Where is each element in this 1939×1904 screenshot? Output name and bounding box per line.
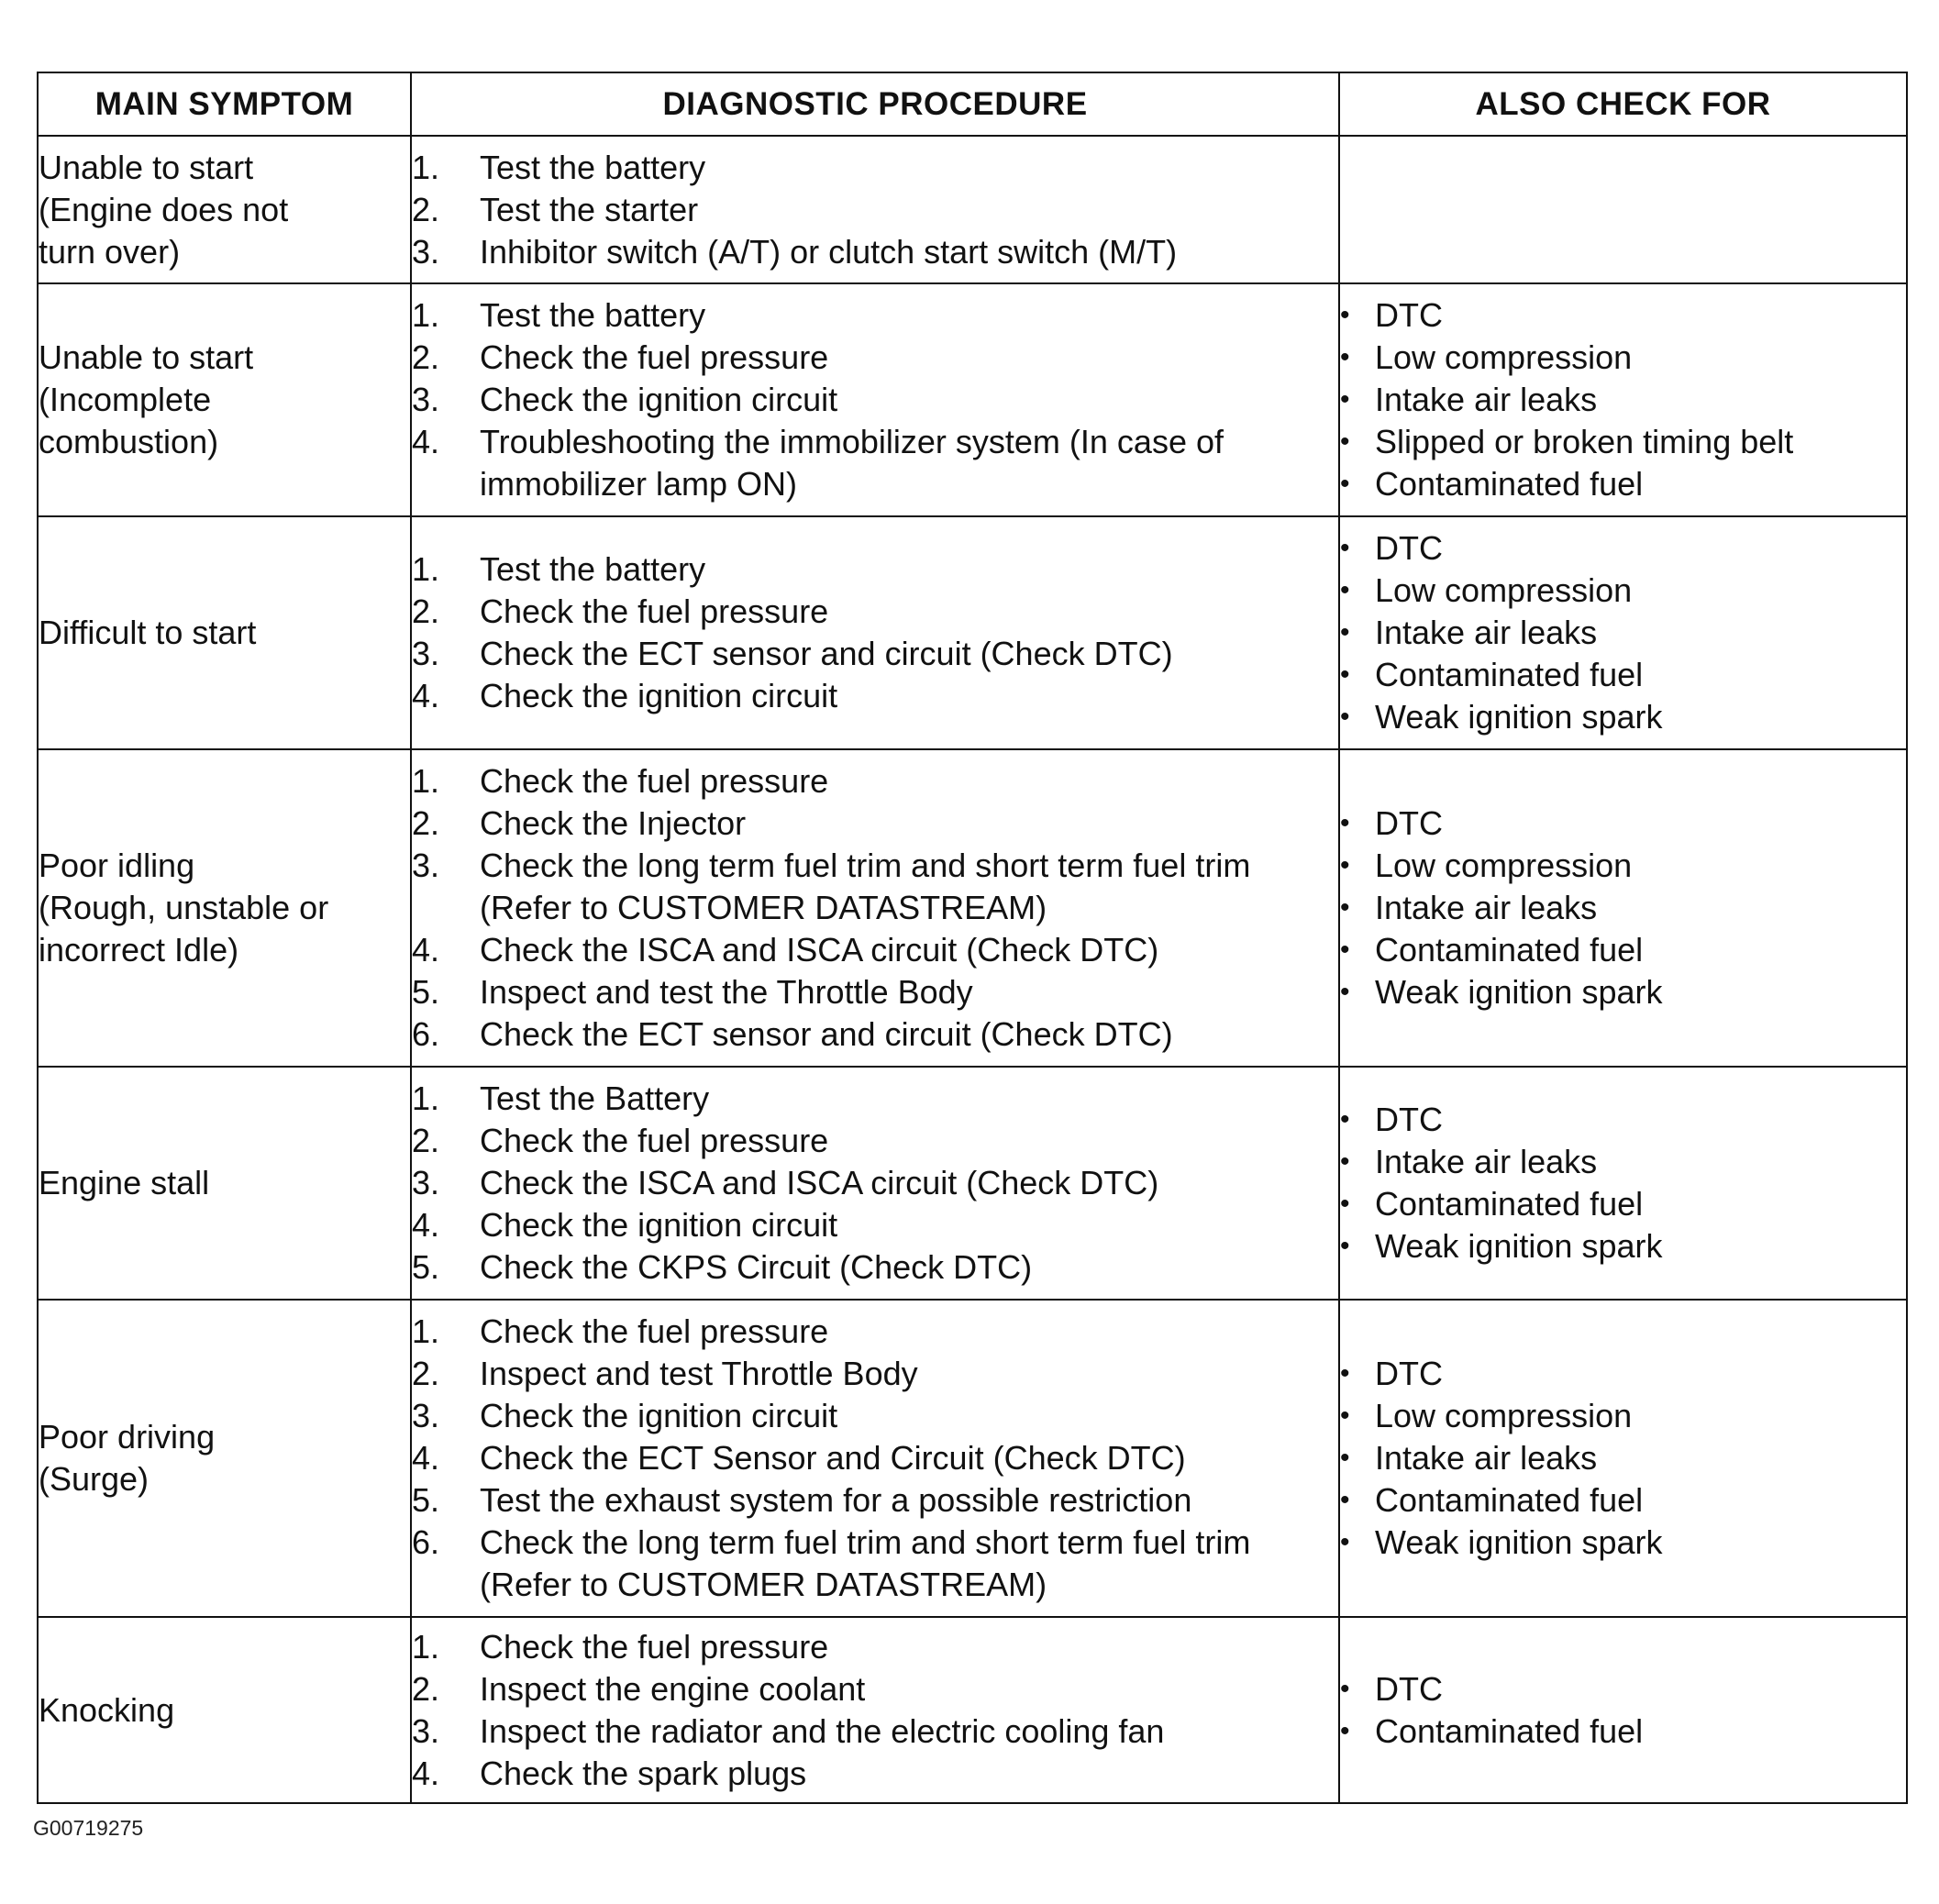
step-text: Check the CKPS Circuit (Check DTC) [480,1248,1033,1286]
table-row [38,1300,1907,1617]
procedure-step-list [412,1626,1338,1795]
procedure-step [412,1710,1338,1753]
procedure-step [412,1204,1338,1246]
step-text: Check the ignition circuit [480,677,838,714]
main-symptom-cell: Unable to start (Incomplete combustion) [38,283,411,516]
also-check-text: Weak ignition spark [1375,1227,1663,1265]
also-check-item [1340,1141,1906,1183]
table-row [38,749,1907,1067]
bullet-icon: • [1340,1715,1350,1746]
step-text: Check the fuel pressure [480,338,829,376]
step-number: 5. [412,973,440,1011]
also-check-text: Weak ignition spark [1375,698,1663,736]
bullet-icon: • [1340,659,1350,690]
also-check-for-cell [1339,1300,1907,1617]
also-check-list [1340,1353,1906,1564]
also-check-text: DTC [1375,1101,1443,1138]
procedure-step [412,591,1338,633]
procedure-step [412,1311,1338,1353]
step-text: Check the ISCA and ISCA circuit (Check DTC) [480,931,1159,969]
step-number: 1. [412,1627,440,1666]
also-check-text: Contaminated fuel [1375,931,1644,969]
also-check-text: Intake air leaks [1375,381,1598,418]
procedure-step [412,1395,1338,1437]
step-number: 6. [412,1523,440,1561]
also-check-item [1340,1225,1906,1267]
step-text: Check the fuel pressure [480,1627,829,1666]
step-text: Check the fuel pressure [480,1312,829,1350]
diagnostic-procedure-cell [411,1300,1339,1617]
procedure-step-list [412,147,1338,273]
step-number: 3. [412,847,440,884]
step-text: Check the ECT sensor and circuit (Check DTC) [480,635,1173,672]
also-check-text: Intake air leaks [1375,1439,1598,1477]
procedure-step [412,1437,1338,1479]
also-check-text: Weak ignition spark [1375,973,1663,1011]
step-text: Inspect the engine coolant [480,1669,866,1708]
also-check-item [1340,294,1906,337]
also-check-for-cell [1339,1617,1907,1803]
step-number: 2. [412,592,440,630]
also-check-list [1340,527,1906,738]
also-check-text: Weak ignition spark [1375,1523,1663,1561]
procedure-step [412,929,1338,971]
step-text: Test the exhaust system for a possible restriction [480,1481,1192,1519]
step-number: 4. [412,423,440,460]
step-text: Inhibitor switch (A/T) or clutch start switch (M/T) [480,232,1178,271]
procedure-step [412,803,1338,845]
step-number: 3. [412,1164,440,1201]
bullet-icon: • [1340,1400,1350,1431]
also-check-item [1340,1353,1906,1395]
also-check-item [1340,929,1906,971]
bullet-icon: • [1340,533,1350,563]
also-check-list [1340,294,1906,505]
step-number: 2. [412,1669,440,1708]
main-symptom-cell: Poor idling (Rough, unstable or incorrect Idle) [38,749,411,1067]
also-check-list [1340,1668,1906,1753]
also-check-item [1340,654,1906,696]
step-text: Check the fuel pressure [480,592,829,630]
procedure-step [412,633,1338,675]
procedure-step [412,1078,1338,1120]
also-check-text: Contaminated fuel [1375,656,1644,693]
step-text: Check the ignition circuit [480,1206,838,1244]
step-number: 1. [412,148,440,186]
figure-reference: G00719275 [33,1816,144,1840]
diagnostic-table [37,72,1908,1804]
procedure-step-list [412,548,1338,717]
also-check-text: DTC [1375,1669,1443,1708]
procedure-step [412,675,1338,717]
main-symptom-cell: Difficult to start [38,516,411,749]
also-check-text: DTC [1375,296,1443,334]
also-check-item [1340,1522,1906,1564]
bullet-icon: • [1340,469,1350,499]
also-check-text: Low compression [1375,338,1633,376]
bullet-icon: • [1340,1358,1350,1389]
also-check-text: Low compression [1375,571,1633,609]
also-check-text: Contaminated fuel [1375,1185,1644,1223]
procedure-step [412,337,1338,379]
bullet-icon: • [1340,617,1350,648]
procedure-step [412,845,1338,929]
step-number: 2. [412,1355,440,1392]
also-check-item [1340,421,1906,463]
table-row [38,283,1907,516]
step-number: 5. [412,1481,440,1519]
table-body [38,136,1907,1803]
step-number: 4. [412,931,440,969]
diagnostic-procedure-cell [411,283,1339,516]
also-check-text: Intake air leaks [1375,1143,1598,1180]
also-check-item [1340,971,1906,1013]
procedure-step-list [412,1078,1338,1289]
also-check-for-cell [1339,516,1907,749]
bullet-icon: • [1340,1146,1350,1177]
procedure-step [412,294,1338,337]
step-number: 4. [412,677,440,714]
table-row [38,1617,1907,1803]
also-check-text: Low compression [1375,847,1633,884]
also-check-item [1340,612,1906,654]
diagnostic-procedure-cell [411,516,1339,749]
step-number: 1. [412,296,440,334]
bullet-icon: • [1340,342,1350,372]
step-number: 2. [412,190,440,228]
also-check-item [1340,1710,1906,1753]
procedure-step [412,1753,1338,1795]
header-main-symptom: MAIN SYMPTOM [38,72,411,136]
also-check-item [1340,1479,1906,1522]
diagnostic-procedure-cell [411,1067,1339,1300]
step-text: Test the Battery [480,1079,710,1117]
step-number: 1. [412,550,440,588]
also-check-item [1340,379,1906,421]
step-text: Check the fuel pressure [480,762,829,800]
step-text: Inspect and test Throttle Body [480,1355,918,1392]
step-text: Inspect the radiator and the electric cooling fan [480,1711,1165,1750]
procedure-step [412,548,1338,591]
procedure-step [412,1246,1338,1289]
bullet-icon: • [1340,300,1350,330]
diagnostic-procedure-cell [411,1617,1339,1803]
header-diagnostic-procedure: DIAGNOSTIC PROCEDURE [411,72,1339,136]
step-text: Test the battery [480,296,706,334]
also-check-item [1340,1437,1906,1479]
procedure-step [412,1522,1338,1606]
also-check-text: DTC [1375,1355,1443,1392]
step-number: 3. [412,1397,440,1434]
header-row [38,72,1907,136]
step-text: Test the starter [480,190,699,228]
table-row [38,1067,1907,1300]
bullet-icon: • [1340,1231,1350,1261]
diagnostic-procedure-cell [411,136,1339,283]
also-check-item [1340,1183,1906,1225]
step-text: Check the Injector [480,804,747,842]
procedure-step [412,231,1338,273]
procedure-step [412,1013,1338,1056]
diagnostic-procedure-cell [411,749,1339,1067]
also-check-text: Slipped or broken timing belt [1375,423,1794,460]
also-check-item [1340,1668,1906,1710]
also-check-text: Intake air leaks [1375,889,1598,926]
bullet-icon: • [1340,1673,1350,1704]
step-number: 4. [412,1754,440,1792]
bullet-icon: • [1340,1527,1350,1557]
also-check-item [1340,1099,1906,1141]
step-number: 6. [412,1015,440,1053]
procedure-step [412,1479,1338,1522]
step-number: 2. [412,804,440,842]
also-check-text: Contaminated fuel [1375,1481,1644,1519]
also-check-item [1340,527,1906,570]
step-number: 1. [412,1079,440,1117]
procedure-step-list [412,294,1338,505]
main-symptom-cell: Engine stall [38,1067,411,1300]
also-check-item [1340,570,1906,612]
procedure-step [412,421,1338,505]
procedure-step [412,189,1338,231]
step-number: 3. [412,232,440,271]
main-symptom-cell: Knocking [38,1617,411,1803]
also-check-text: Intake air leaks [1375,614,1598,651]
also-check-list [1340,803,1906,1013]
also-check-text: Contaminated fuel [1375,1711,1644,1750]
also-check-item [1340,337,1906,379]
bullet-icon: • [1340,892,1350,923]
header-also-check-for: ALSO CHECK FOR [1339,72,1907,136]
step-text: Check the long term fuel trim and short term fuel trim (Refer to CUSTOMER DATASTREAM) [480,847,1251,926]
also-check-item [1340,803,1906,845]
step-number: 1. [412,762,440,800]
step-text: Check the ECT Sensor and Circuit (Check DTC) [480,1439,1186,1477]
step-text: Check the long term fuel trim and short term fuel trim (Refer to CUSTOMER DATASTREAM) [480,1523,1251,1603]
step-number: 5. [412,1248,440,1286]
procedure-step [412,1162,1338,1204]
also-check-text: DTC [1375,804,1443,842]
also-check-item [1340,845,1906,887]
procedure-step [412,147,1338,189]
bullet-icon: • [1340,575,1350,605]
procedure-step [412,1668,1338,1710]
step-text: Check the ignition circuit [480,1397,838,1434]
step-number: 3. [412,381,440,418]
step-text: Check the ECT sensor and circuit (Check DTC) [480,1015,1173,1053]
also-check-list [1340,1099,1906,1267]
procedure-step [412,379,1338,421]
procedure-step-list [412,760,1338,1056]
also-check-for-cell [1339,749,1907,1067]
step-number: 4. [412,1206,440,1244]
step-number: 3. [412,1711,440,1750]
procedure-step [412,1626,1338,1668]
also-check-for-cell [1339,1067,1907,1300]
main-symptom-cell: Poor driving (Surge) [38,1300,411,1617]
procedure-step [412,1353,1338,1395]
step-number: 2. [412,1122,440,1159]
also-check-for-cell [1339,136,1907,283]
also-check-item [1340,887,1906,929]
step-text: Check the ISCA and ISCA circuit (Check DTC) [480,1164,1159,1201]
bullet-icon: • [1340,426,1350,457]
bullet-icon: • [1340,935,1350,965]
step-text: Check the ignition circuit [480,381,838,418]
step-text: Check the fuel pressure [480,1122,829,1159]
also-check-item [1340,463,1906,505]
table-row [38,136,1907,283]
bullet-icon: • [1340,977,1350,1007]
step-text: Test the battery [480,550,706,588]
step-text: Inspect and test the Throttle Body [480,973,973,1011]
procedure-step [412,760,1338,803]
also-check-item [1340,696,1906,738]
also-check-for-cell [1339,283,1907,516]
bullet-icon: • [1340,1104,1350,1135]
procedure-step [412,1120,1338,1162]
bullet-icon: • [1340,384,1350,415]
step-number: 2. [412,338,440,376]
procedure-step-list [412,1311,1338,1606]
also-check-item [1340,1395,1906,1437]
bullet-icon: • [1340,850,1350,880]
step-number: 3. [412,635,440,672]
bullet-icon: • [1340,702,1350,732]
main-symptom-cell: Unable to start (Engine does not turn over) [38,136,411,283]
step-number: 4. [412,1439,440,1477]
bullet-icon: • [1340,1485,1350,1515]
bullet-icon: • [1340,808,1350,838]
step-text: Check the spark plugs [480,1754,807,1792]
bullet-icon: • [1340,1443,1350,1473]
step-text: Test the battery [480,148,706,186]
also-check-text: Low compression [1375,1397,1633,1434]
also-check-text: DTC [1375,529,1443,567]
also-check-text: Contaminated fuel [1375,465,1644,503]
step-text: Troubleshooting the immobilizer system (In case of immobilizer lamp ON) [480,423,1224,503]
step-number: 1. [412,1312,440,1350]
table-row [38,516,1907,749]
procedure-step [412,971,1338,1013]
bullet-icon: • [1340,1189,1350,1219]
